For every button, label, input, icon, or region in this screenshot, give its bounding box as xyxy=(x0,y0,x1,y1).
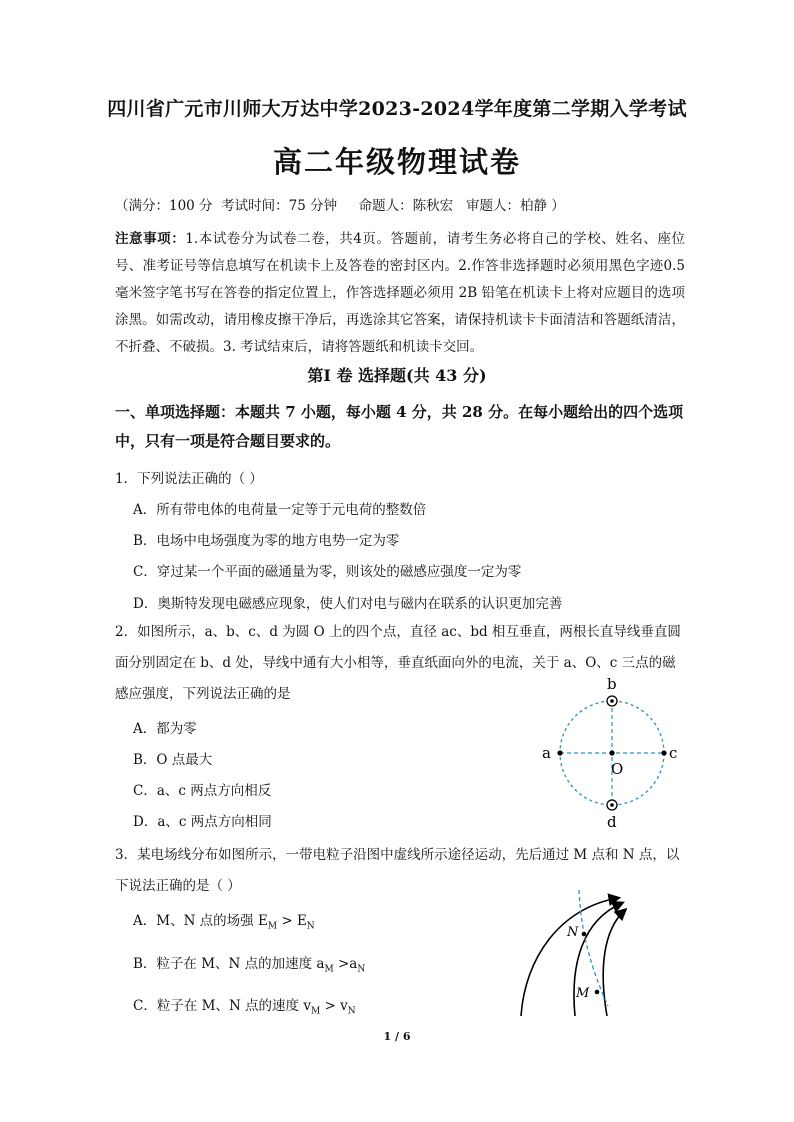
part-one-title: 第I 卷 选择题(共 43 分) xyxy=(307,366,487,385)
q3-option-b-mid: >a xyxy=(333,956,358,972)
label-o: O xyxy=(611,760,624,778)
q3-option-b-prefix: B． xyxy=(133,956,157,972)
q3-option-a-sub2: N xyxy=(306,921,315,932)
q2-option-c: C．a、c 两点方向相反 xyxy=(133,783,272,799)
q3-option-a-mid: > E xyxy=(277,913,307,929)
exam-notes xyxy=(115,226,685,361)
point-a xyxy=(557,750,562,755)
label-a: a xyxy=(542,744,551,762)
q2-option-b: B．O 点最大 xyxy=(133,752,213,768)
field-line-3 xyxy=(603,910,625,1016)
notes-text: 1.本试卷分为试卷二卷，共4页。答题前，请考生务必将自己的学校、姓名、座位号、准考证号等信息填写在机读卡上及答卷的密封区内。2.作答非选择题时必须用黑色字迹0.5 毫米签字笔书写在答卷的指定位置上，作答选择题必须用 2B 铅笔在机读卡上将对应题目的选项涂黑。如需改动，请用橡皮擦干净后，再选涂其它答案，请保持机读卡卡面清洁和答题纸清洁，不折叠、不破损。3. 考试结束后，请将答题纸和机读卡交回。 xyxy=(115,231,686,355)
q2-circle-figure xyxy=(530,676,690,832)
q3-option-c-sub1: M xyxy=(310,1006,321,1017)
label-c: c xyxy=(669,744,678,762)
q2-stem: 2．如图所示，a、b、c、d 为圆 O 上的四个点，直径 ac、bd 相互垂直，两根长直导线垂直圆面分别固定在 b、d 处，导线中通有大小相等，垂直纸面向外的电流，关于 a、O、c 三点的磁感应强度，下列说法正确的是 xyxy=(115,624,681,702)
wire-d-out-of-page xyxy=(607,800,617,810)
q3-option-c-text: 粒子在 M、N 点的速度 v xyxy=(156,998,311,1014)
q1-stem: 1．下列说法正确的（ ） xyxy=(115,471,263,487)
point-m xyxy=(595,990,600,995)
q1-option-b: B．电场中电场强度为零的地方电势一定为零 xyxy=(133,533,400,549)
q3-option-a xyxy=(133,909,315,932)
point-n xyxy=(582,932,587,937)
wire-b-out-of-page xyxy=(607,696,617,706)
q3-stem: 3．某电场线分布如图所示，一带电粒子沿图中虚线所示途径运动，先后通过 M 点和 N 点，以下说法正确的是（ ） xyxy=(115,847,680,894)
label-m: M xyxy=(576,986,590,1001)
q3-field-line-figure xyxy=(515,878,635,1018)
label-n: N xyxy=(567,925,579,940)
q3-option-b-sub2: N xyxy=(357,964,366,975)
q3-option-b xyxy=(133,952,365,975)
school-exam-header: 四川省广元市川师大万达中学2023-2024学年度第二学期入学考试 xyxy=(107,98,687,120)
label-d: d xyxy=(607,813,617,831)
q2-option-a: A．都为零 xyxy=(133,721,197,737)
paper-title: 高二年级物理试卷 xyxy=(272,145,521,179)
point-o xyxy=(609,750,614,755)
q3-option-c-prefix: C． xyxy=(133,998,157,1014)
q3-option-c-sub2: N xyxy=(347,1006,356,1017)
page-number: 1 / 6 xyxy=(383,1030,411,1043)
q3-option-b-text: 粒子在 M、N 点的加速度 a xyxy=(156,956,325,972)
q3-option-a-sub1: M xyxy=(267,921,278,932)
q3-option-b-sub1: M xyxy=(324,964,334,975)
q3-option-a-prefix: A． xyxy=(133,913,157,929)
q3-option-c-mid: > v xyxy=(320,998,348,1014)
q1-option-a: A．所有带电体的电荷量一定等于元电荷的整数倍 xyxy=(133,502,427,518)
exam-meta-info: （满分：100 分 考试时间：75 分钟 命题人：陈秋宏 审题人：柏静 ） xyxy=(115,198,565,214)
q3-option-c xyxy=(133,994,356,1017)
q3-option-a-text: M、N 点的场强 E xyxy=(156,913,268,929)
q2-option-d: D．a、c 两点方向相同 xyxy=(133,814,272,830)
q1-option-c: C．穿过某一个平面的磁通量为零，则该处的磁感应强度一定为零 xyxy=(133,564,522,580)
point-c xyxy=(661,750,666,755)
notes-label: 注意事项： xyxy=(115,231,186,247)
label-b: b xyxy=(607,676,617,693)
section-heading: 一、单项选择题：本题共 7 小题，每小题 4 分，共 28 分。在每小题给出的四个选项中，只有一项是符合题目要求的。 xyxy=(115,403,684,450)
q1-option-d: D．奥斯特发现电磁感应现象，使人们对电与磁内在联系的认识更加完善 xyxy=(133,596,563,612)
